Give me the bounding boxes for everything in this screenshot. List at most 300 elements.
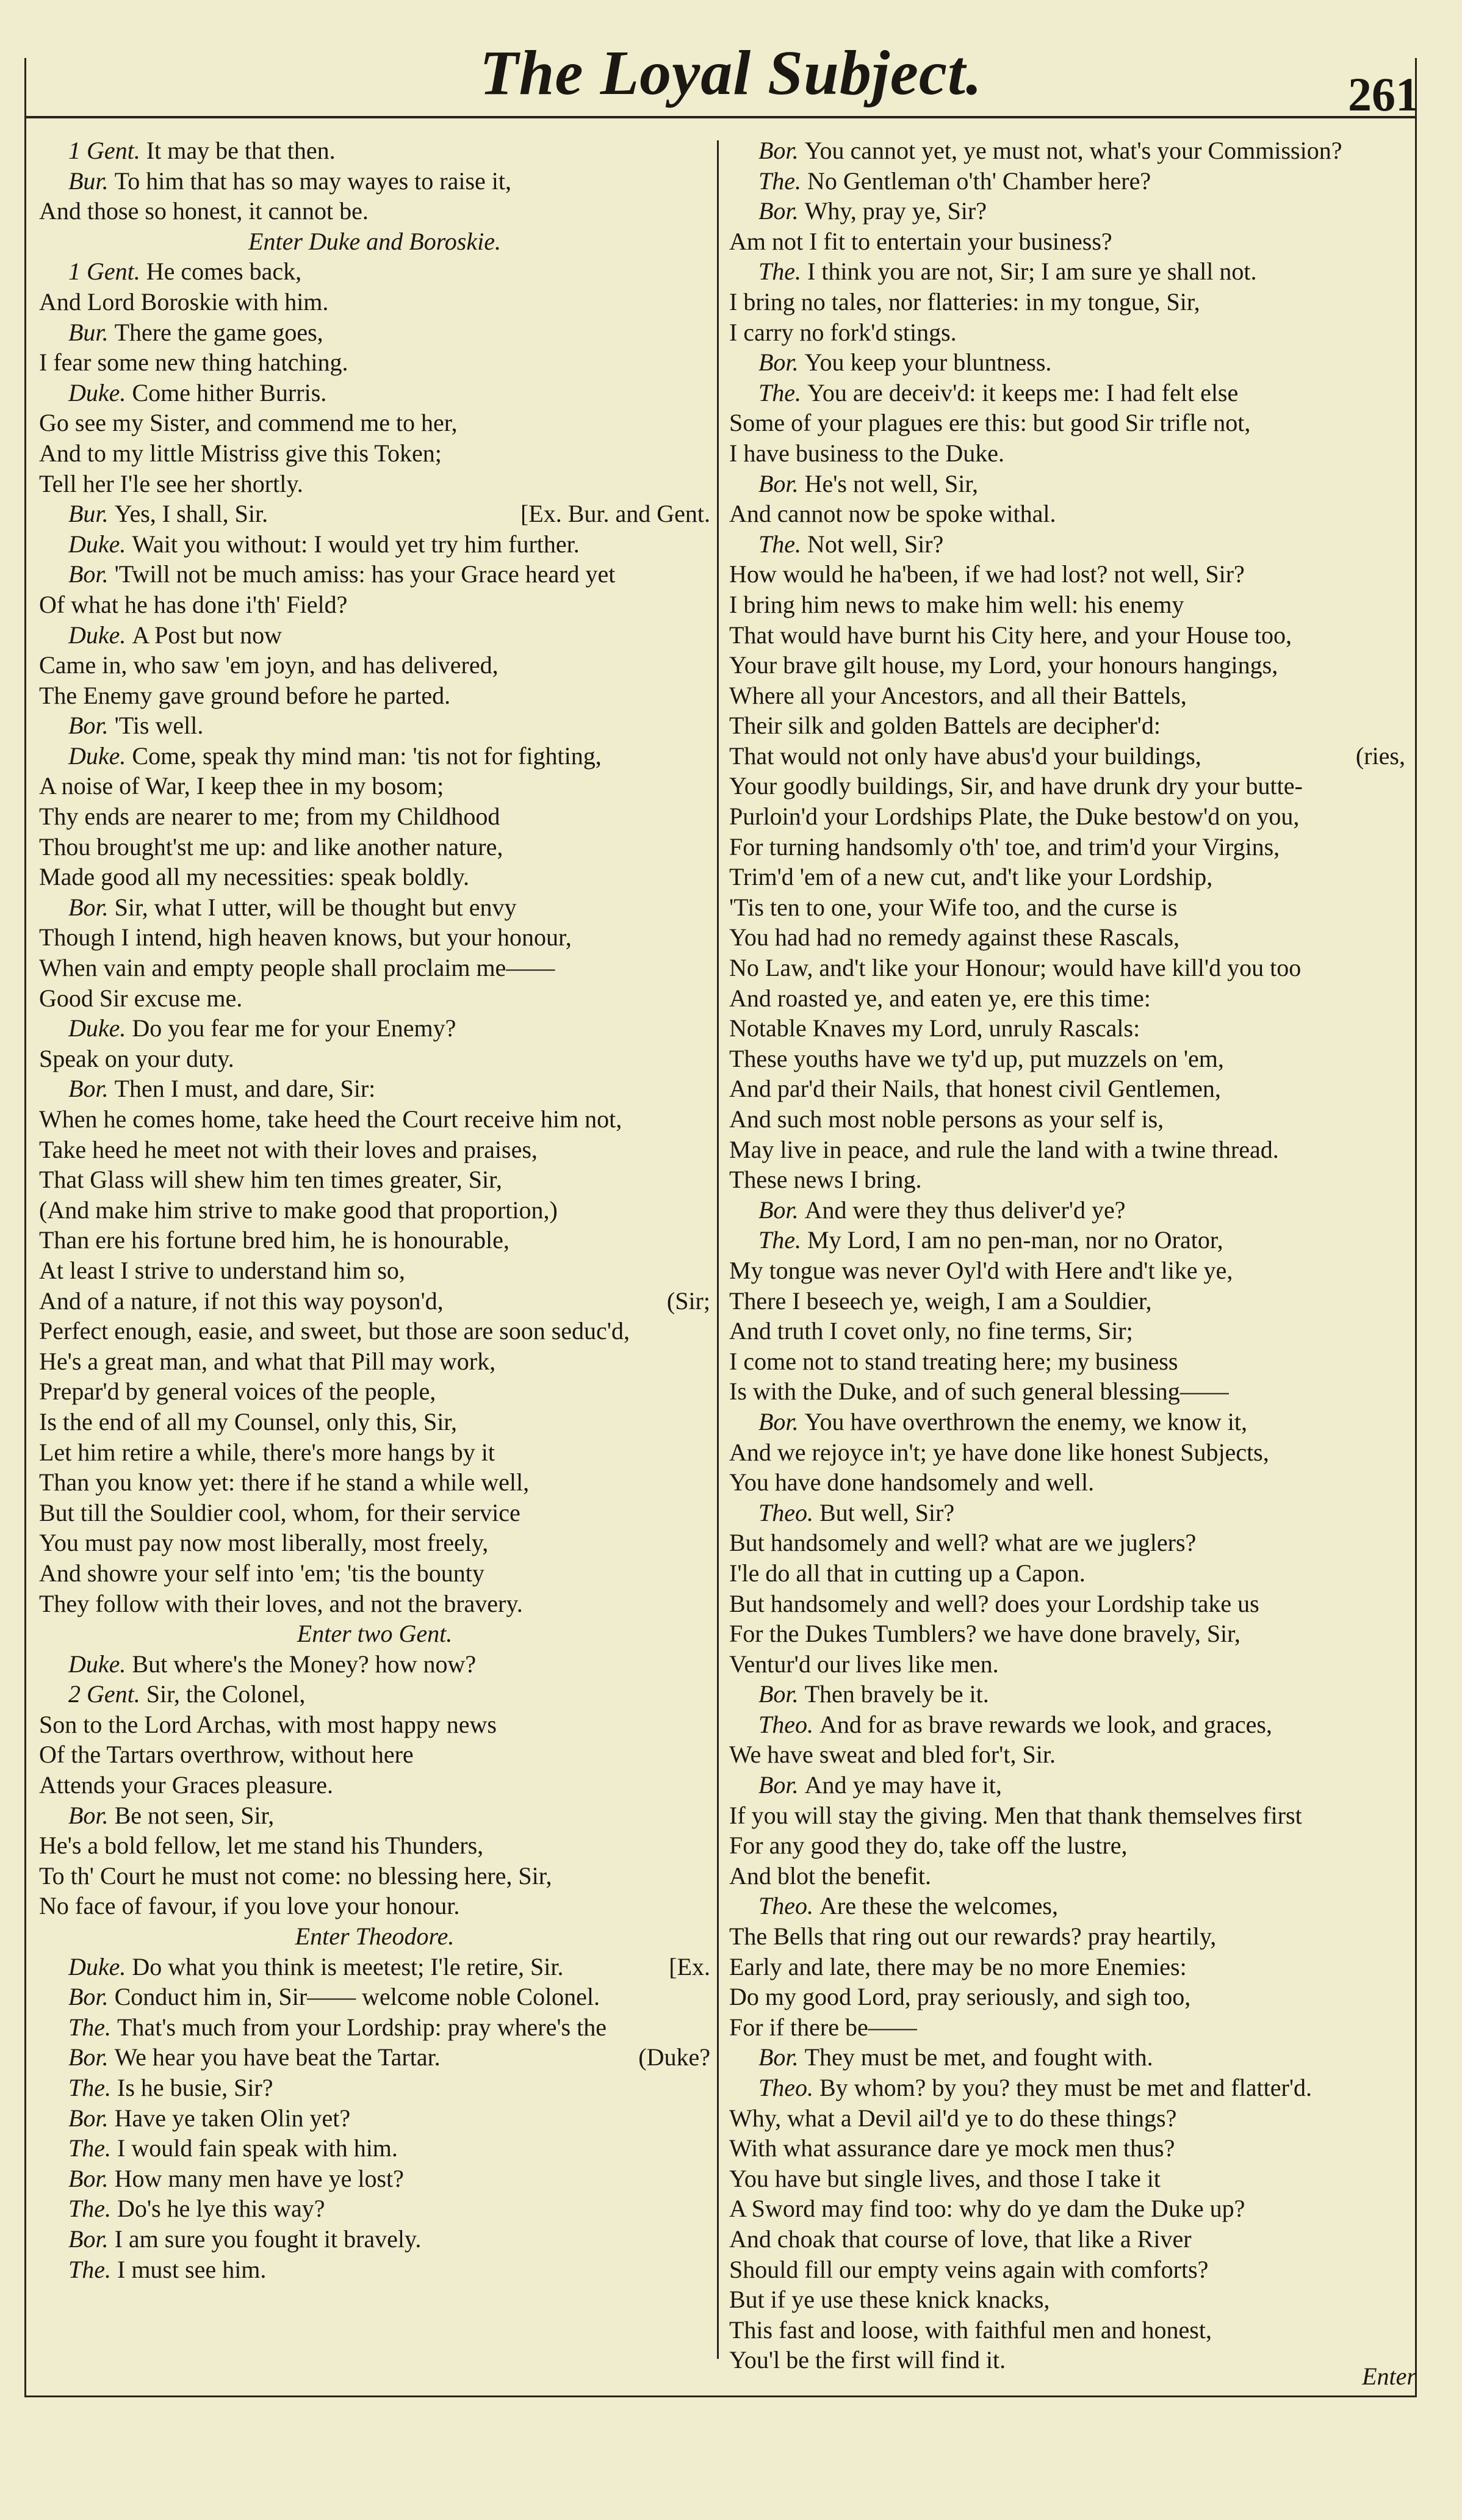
speaker-name: Duke. <box>68 1650 132 1678</box>
stage-direction: Enter two Gent. <box>297 1620 453 1648</box>
verse-line <box>39 1164 710 1195</box>
speaker-name: Bor. <box>68 1983 115 2011</box>
line-text: By whom? by you? they must be met and flatter'd. <box>819 2074 1313 2101</box>
verse-line <box>729 408 1405 438</box>
running-title: The Loyal Subject. <box>480 38 982 108</box>
verse-line <box>729 2103 1405 2134</box>
verse-line <box>729 862 1405 892</box>
verse-line <box>39 499 710 529</box>
line-text: And cannot now be spoke withal. <box>729 500 1056 528</box>
verse-line <box>729 1376 1405 1407</box>
right-margin-note: (ries, <box>1355 742 1405 770</box>
line-text: Then I must, and dare, Sir: <box>114 1075 376 1103</box>
line-text: That Glass will shew him ten times greater, Sir, <box>39 1166 502 1194</box>
line-text: Than you know yet: there if he stand a while well, <box>39 1468 530 1496</box>
line-text: Where all your Ancestors, and all their Battels, <box>729 681 1187 709</box>
line-text: The Bells that ring out our rewards? pray heartily, <box>729 1922 1217 1951</box>
line-text: And we rejoyce in't; ye have done like honest Subjects, <box>729 1438 1269 1466</box>
line-text: But if ye use these knick knacks, <box>729 2286 1050 2314</box>
line-text: For the Dukes Tumblers? we have done bravely, Sir, <box>729 1620 1241 1648</box>
line-text: And showre your self into 'em; 'tis the bounty <box>39 1559 484 1587</box>
speaker-name: The. <box>68 2255 117 2283</box>
verse-line <box>39 1891 710 1921</box>
line-text: I fear some new thing hatching. <box>39 348 348 377</box>
line-text: To him that has so may wayes to raise it, <box>114 167 511 195</box>
verse-line <box>39 1407 710 1437</box>
verse-line <box>39 2224 710 2255</box>
verse-line <box>39 256 710 287</box>
line-text: Do my good Lord, pray seriously, and sigh too, <box>729 1983 1191 2011</box>
verse-line <box>729 559 1405 590</box>
verse-line <box>39 2164 710 2194</box>
verse-line <box>729 922 1405 953</box>
verse-line <box>39 892 710 923</box>
speaker-name: 1 Gent. <box>68 137 146 164</box>
verse-line <box>39 1437 710 1468</box>
line-text: My Lord, I am no pen-man, nor no Orator, <box>807 1226 1223 1254</box>
verse-line <box>39 287 710 317</box>
speaker-name: Bur. <box>68 167 115 195</box>
line-text: Thy ends are nearer to me; from my Childhood <box>39 803 500 831</box>
line-text: These youths have we ty'd up, put muzzels on 'em, <box>729 1044 1224 1072</box>
speaker-name: Bor. <box>758 469 805 497</box>
column-divider <box>717 140 719 2359</box>
verse-line <box>729 2164 1405 2194</box>
line-text: That would have burnt his City here, and your House too, <box>729 621 1292 649</box>
speaker-name: Bor. <box>758 137 805 164</box>
line-text: And of a nature, if not this way poyson'd, <box>39 1287 444 1315</box>
verse-line <box>729 1437 1405 1468</box>
line-text: Attends your Graces pleasure. <box>39 1771 334 1799</box>
line-text: We hear you have beat the Tartar. <box>114 2043 441 2071</box>
right-margin-note: (Duke? <box>638 2043 710 2071</box>
line-text: Son to the Lord Archas, with most happy news <box>39 1710 497 1738</box>
line-text: I bring no tales, nor flatteries: in my tongue, Sir, <box>729 287 1200 316</box>
verse-line <box>39 801 710 832</box>
speaker-name: Duke. <box>68 530 132 558</box>
line-text: Is the end of all my Counsel, only this, Sir, <box>39 1407 458 1435</box>
speaker-name: The. <box>68 2195 117 2223</box>
header-rule <box>24 116 1415 118</box>
verse-line <box>39 135 710 166</box>
verse-line <box>39 1558 710 1589</box>
line-text: Notable Knaves my Lord, unruly Rascals: <box>729 1014 1140 1042</box>
line-text: But till the Souldier cool, whom, for their service <box>39 1498 520 1526</box>
speaker-name: Theo. <box>758 1892 819 1920</box>
line-text: Made good all my necessities: speak boldly. <box>39 863 470 891</box>
verse-line <box>729 1195 1405 1226</box>
page-number: 261 <box>1348 68 1419 121</box>
verse-line <box>729 1649 1405 1680</box>
line-text: How would he ha'been, if we had lost? not well, Sir? <box>729 560 1245 588</box>
verse-line <box>729 1407 1405 1437</box>
line-text: If you will stay the giving. Men that thank themselves first <box>729 1801 1302 1829</box>
verse-line <box>729 1830 1405 1861</box>
line-text: They must be met, and fought with. <box>804 2043 1153 2071</box>
line-text: There the game goes, <box>114 318 323 346</box>
line-text: You are deceiv'd: it keeps me: I had felt else <box>807 378 1239 406</box>
verse-line <box>729 650 1405 681</box>
verse-line <box>39 166 710 197</box>
line-text: Not well, Sir? <box>807 530 944 558</box>
line-text: For if there be—— <box>729 2013 917 2041</box>
stage-direction: Enter Duke and Boroskie. <box>248 227 501 255</box>
verse-line <box>39 1709 710 1740</box>
speaker-name: Bor. <box>758 1196 805 1224</box>
line-text: And truth I covet only, no fine terms, Sir; <box>729 1317 1133 1345</box>
line-text: It may be that then. <box>146 137 336 164</box>
speaker-name: Theo. <box>758 1710 819 1738</box>
line-text: Come, speak thy mind man: 'tis not for fighting, <box>132 742 602 770</box>
line-text: Am not I fit to entertain your business? <box>729 227 1112 255</box>
speaker-name: Bor. <box>68 2225 115 2253</box>
verse-line <box>39 953 710 983</box>
verse-line <box>729 590 1405 620</box>
verse-line <box>729 1104 1405 1135</box>
speaker-name: The. <box>758 258 807 286</box>
speaker-name: Duke. <box>68 1014 132 1042</box>
verse-line <box>39 1225 710 1255</box>
verse-line <box>729 499 1405 529</box>
line-text: This fast and loose, with faithful men and honest, <box>729 2316 1212 2344</box>
verse-line <box>729 256 1405 287</box>
verse-line <box>39 1376 710 1407</box>
line-text: And such most noble persons as your self is, <box>729 1105 1164 1133</box>
speaker-name: Bor. <box>68 1075 115 1103</box>
verse-line <box>39 771 710 801</box>
verse-line <box>39 1044 710 1074</box>
verse-line <box>39 590 710 620</box>
line-text: 'Tis well. <box>114 712 204 740</box>
verse-line <box>39 1528 710 1558</box>
verse-line <box>39 408 710 438</box>
speaker-name: The. <box>758 1226 807 1254</box>
verse-line <box>39 1346 710 1377</box>
line-text: Do's he lye this way? <box>117 2195 325 2223</box>
verse-line <box>729 1921 1405 1952</box>
verse-line <box>729 1225 1405 1255</box>
line-text: To th' Court he must not come: no blessing here, Sir, <box>39 1861 552 1890</box>
line-text: Ventur'd our lives like men. <box>729 1650 999 1678</box>
verse-line <box>39 1467 710 1498</box>
line-text: He's not well, Sir, <box>804 469 979 497</box>
line-text: Good Sir excuse me. <box>39 984 243 1012</box>
verse-line <box>729 892 1405 923</box>
verse-line <box>729 2193 1405 2224</box>
verse-line <box>729 1861 1405 1891</box>
line-text: He comes back, <box>146 258 302 286</box>
verse-line <box>39 681 710 711</box>
speaker-name: Bor. <box>68 2043 115 2071</box>
line-text: I'le do all that in cutting up a Capon. <box>729 1559 1086 1587</box>
line-text: And roasted ye, and eaten ye, ere this time: <box>729 984 1151 1012</box>
speaker-name: Bor. <box>758 348 805 377</box>
verse-line <box>729 196 1405 226</box>
verse-line <box>729 317 1405 348</box>
line-text: Wait you without: I would yet try him further. <box>132 530 580 558</box>
verse-line <box>729 1286 1405 1316</box>
verse-line <box>729 1316 1405 1346</box>
line-text: Sir, the Colonel, <box>146 1680 306 1708</box>
line-text: Sir, what I utter, will be thought but envy <box>114 893 517 921</box>
verse-line <box>39 710 710 741</box>
line-text: Early and late, there may be no more Enemies: <box>729 1952 1187 1980</box>
verse-line <box>39 2012 710 2043</box>
line-text: And to my little Mistriss give this Token; <box>39 439 442 467</box>
speaker-name: The. <box>68 2134 117 2162</box>
line-text: That's much from your Lordship: pray where's the <box>117 2013 607 2041</box>
line-text: Come hither Burris. <box>132 378 327 406</box>
line-text: Why, pray ye, Sir? <box>804 197 987 225</box>
line-text: Than ere his fortune bred him, he is honourable, <box>39 1226 510 1254</box>
line-text: Thou brought'st me up: and like another nature, <box>39 832 503 861</box>
line-text: Your brave gilt house, my Lord, your honours hangings, <box>729 651 1278 679</box>
line-text: 'Twill not be much amiss: has your Grace heard yet <box>114 560 616 588</box>
verse-line <box>729 2133 1405 2164</box>
verse-line <box>729 1135 1405 1165</box>
speaker-name: The. <box>758 378 807 406</box>
line-text: But handsomely and well? does your Lordship take us <box>729 1589 1259 1617</box>
speaker-name: Bor. <box>68 712 115 740</box>
line-text: Yes, I shall, Sir. <box>114 500 268 528</box>
line-text: I think you are not, Sir; I am sure ye shall not. <box>807 258 1257 286</box>
line-text: When he comes home, take heed the Court receive him not, <box>39 1105 622 1133</box>
line-text: Tell her I'le see her shortly. <box>39 469 303 497</box>
line-text: Some of your plagues ere this: but good Sir trifle not, <box>729 409 1251 437</box>
speaker-name: Theo. <box>758 2074 819 2101</box>
verse-line <box>729 2345 1405 2375</box>
line-text: Came in, who saw 'em joyn, and has delivered, <box>39 651 499 679</box>
verse-line <box>39 862 710 892</box>
verse-line <box>39 1013 710 1044</box>
verse-line <box>39 2193 710 2224</box>
verse-line <box>729 226 1405 257</box>
verse-line <box>39 1679 710 1709</box>
line-text: Of what he has done i'th' Field? <box>39 590 348 618</box>
speaker-name: The. <box>68 2013 117 2041</box>
verse-line <box>729 1982 1405 2012</box>
line-text: They follow with their loves, and not the bravery. <box>39 1589 523 1617</box>
line-text: I must see him. <box>117 2255 267 2283</box>
verse-line <box>729 135 1405 166</box>
verse-line <box>39 1830 710 1861</box>
line-text: Perfect enough, easie, and sweet, but those are soon seduc'd, <box>39 1317 630 1345</box>
verse-line <box>729 1739 1405 1770</box>
verse-line <box>39 1286 710 1316</box>
line-text: But well, Sir? <box>819 1498 955 1526</box>
verse-line <box>39 2042 710 2073</box>
speaker-name: The. <box>758 167 807 195</box>
right-margin-note: [Ex. Bur. and Gent. <box>520 500 710 528</box>
speaker-name: Bur. <box>68 500 115 528</box>
line-text: For any good they do, take off the lustre, <box>729 1832 1128 1860</box>
line-text: I carry no fork'd stings. <box>729 318 957 346</box>
line-text: You have done handsomely and well. <box>729 1468 1095 1496</box>
speaker-name: Bor. <box>68 1801 115 1829</box>
line-text: No face of favour, if you love your honour. <box>39 1892 460 1920</box>
line-text: With what assurance dare ye mock men thus? <box>729 2134 1175 2162</box>
speaker-name: Bor. <box>758 1771 805 1799</box>
catchword: Enter <box>1362 2363 1416 2390</box>
line-text: You had had no remedy against these Rascals, <box>729 923 1180 951</box>
right-margin-note: [Ex. <box>669 1952 710 1980</box>
speaker-name: Bor. <box>68 560 115 588</box>
left-column <box>39 135 710 2284</box>
line-text: I come not to stand treating here; my business <box>729 1347 1178 1375</box>
verse-line <box>729 287 1405 317</box>
line-text: Then bravely be it. <box>804 1680 989 1708</box>
speaker-name: Duke. <box>68 378 132 406</box>
verse-line <box>39 1982 710 2012</box>
verse-line <box>39 922 710 953</box>
line-text: Is he busie, Sir? <box>117 2074 273 2101</box>
verse-line <box>39 559 710 590</box>
verse-line <box>729 1074 1405 1104</box>
verse-line <box>39 2103 710 2134</box>
verse-line <box>39 1739 710 1770</box>
verse-line <box>729 2012 1405 2043</box>
line-text: There I beseech ye, weigh, I am a Souldier, <box>729 1287 1152 1315</box>
line-text: Prepar'd by general voices of the people, <box>39 1377 436 1406</box>
verse-line <box>729 1467 1405 1498</box>
verse-line <box>729 741 1405 771</box>
line-text: I bring him news to make him well: his enemy <box>729 590 1184 618</box>
verse-line <box>729 2073 1405 2103</box>
line-text: Let him retire a while, there's more hangs by it <box>39 1438 495 1466</box>
verse-line <box>39 1649 710 1680</box>
verse-line <box>39 741 710 771</box>
speaker-name: Bor. <box>758 197 805 225</box>
line-text: And blot the benefit. <box>729 1861 932 1890</box>
verse-line <box>39 378 710 408</box>
verse-line <box>729 801 1405 832</box>
verse-line <box>39 2255 710 2285</box>
verse-line <box>39 347 710 378</box>
line-text: And choak that course of love, that like a River <box>729 2225 1192 2253</box>
line-text: Why, what a Devil ail'd ye to do these things? <box>729 2104 1177 2132</box>
verse-line <box>39 2073 710 2103</box>
verse-line <box>729 2224 1405 2255</box>
verse-line <box>729 1255 1405 1286</box>
verse-line <box>39 1589 710 1619</box>
speaker-name: Bor. <box>758 1680 805 1708</box>
verse-line <box>39 529 710 560</box>
line-text: He's a bold fellow, let me stand his Thunders, <box>39 1832 484 1860</box>
stage-direction: Enter Theodore. <box>295 1922 455 1951</box>
verse-line <box>729 347 1405 378</box>
speaker-name: 1 Gent. <box>68 258 146 286</box>
speaker-name: Bor. <box>758 2043 805 2071</box>
right-column <box>729 135 1405 2375</box>
verse-line <box>729 1346 1405 1377</box>
line-text: We have sweat and bled for't, Sir. <box>729 1741 1056 1769</box>
verse-line <box>729 1952 1405 1982</box>
line-text: And ye may have it, <box>804 1771 1002 1799</box>
verse-line <box>39 1195 710 1226</box>
verse-line <box>729 1558 1405 1589</box>
speaker-name: The. <box>758 530 807 558</box>
line-text: Trim'd 'em of a new cut, and't like your Lordship, <box>729 863 1213 891</box>
line-text: A Post but now <box>132 621 283 649</box>
verse-line <box>39 1952 710 1982</box>
verse-line <box>39 650 710 681</box>
line-text: That would not only have abus'd your buildings, <box>729 742 1201 770</box>
verse-line <box>729 1800 1405 1831</box>
verse-line <box>729 1770 1405 1800</box>
verse-line <box>729 2284 1405 2315</box>
verse-line <box>729 1891 1405 1921</box>
verse-line <box>39 1074 710 1104</box>
verse-line <box>39 1800 710 1831</box>
speaker-name: 2 Gent. <box>68 1680 146 1708</box>
line-text: Is with the Duke, and of such general blessing—— <box>729 1377 1229 1406</box>
line-text: When vain and empty people shall proclaim me—— <box>39 954 555 982</box>
line-text: I am sure you fought it bravely. <box>114 2225 422 2253</box>
line-text: Do you fear me for your Enemy? <box>132 1014 456 1042</box>
line-text: And were they thus deliver'd ye? <box>804 1196 1126 1224</box>
verse-line <box>729 2255 1405 2285</box>
verse-line <box>39 1861 710 1891</box>
verse-line <box>729 529 1405 560</box>
verse-line <box>729 2042 1405 2073</box>
line-text: Have ye taken Olin yet? <box>114 2104 351 2132</box>
line-text: And for as brave rewards we look, and graces, <box>819 1710 1272 1738</box>
line-text: Be not seen, Sir, <box>114 1801 275 1829</box>
verse-line <box>39 1255 710 1286</box>
line-text: Go see my Sister, and commend me to her, <box>39 409 458 437</box>
line-text: Conduct him in, Sir—— welcome noble Colonel. <box>114 1983 600 2011</box>
verse-line <box>729 983 1405 1014</box>
line-text: The Enemy gave ground before he parted. <box>39 681 451 709</box>
line-text: You have but single lives, and those I take it <box>729 2164 1161 2192</box>
line-text: You keep your bluntness. <box>804 348 1052 377</box>
line-text: He's a great man, and what that Pill may work, <box>39 1347 496 1375</box>
line-text: My tongue was never Oyl'd with Here and't like ye, <box>729 1256 1233 1284</box>
line-text: You must pay now most liberally, most freely, <box>39 1529 489 1557</box>
verse-line <box>729 1679 1405 1709</box>
speaker-name: Duke. <box>68 621 132 649</box>
verse-line <box>729 1589 1405 1619</box>
verse-line <box>39 983 710 1014</box>
verse-line <box>729 1709 1405 1740</box>
speaker-name: Bor. <box>68 893 115 921</box>
line-text: I would fain speak with him. <box>117 2134 398 2162</box>
verse-line <box>39 469 710 499</box>
verse-line <box>729 1044 1405 1074</box>
line-text: For turning handsomly o'th' toe, and trim'd your Virgins, <box>729 832 1280 861</box>
verse-line <box>729 832 1405 862</box>
right-margin-note: (Sir; <box>666 1287 710 1315</box>
verse-line <box>729 469 1405 499</box>
line-text: You have overthrown the enemy, we know it, <box>804 1407 1248 1435</box>
line-text: No Gentleman o'th' Chamber here? <box>807 167 1151 195</box>
line-text: Your goodly buildings, Sir, and have drunk dry your butte- <box>729 772 1303 800</box>
verse-line <box>39 620 710 651</box>
verse-line <box>729 1528 1405 1558</box>
line-text: Should fill our empty veins again with comforts? <box>729 2255 1209 2283</box>
line-text: And par'd their Nails, that honest civil Gentlemen, <box>729 1075 1221 1103</box>
line-text: 'Tis ten to one, your Wife too, and the curse is <box>729 893 1178 921</box>
line-text: But where's the Money? how now? <box>132 1650 477 1678</box>
verse-line <box>729 378 1405 408</box>
line-text: But handsomely and well? what are we juglers? <box>729 1529 1197 1557</box>
speaker-name: The. <box>68 2074 117 2101</box>
verse-line <box>729 620 1405 651</box>
line-text: And Lord Boroskie with him. <box>39 287 329 316</box>
verse-line <box>39 832 710 862</box>
verse-line <box>39 1316 710 1346</box>
verse-line <box>39 1498 710 1528</box>
